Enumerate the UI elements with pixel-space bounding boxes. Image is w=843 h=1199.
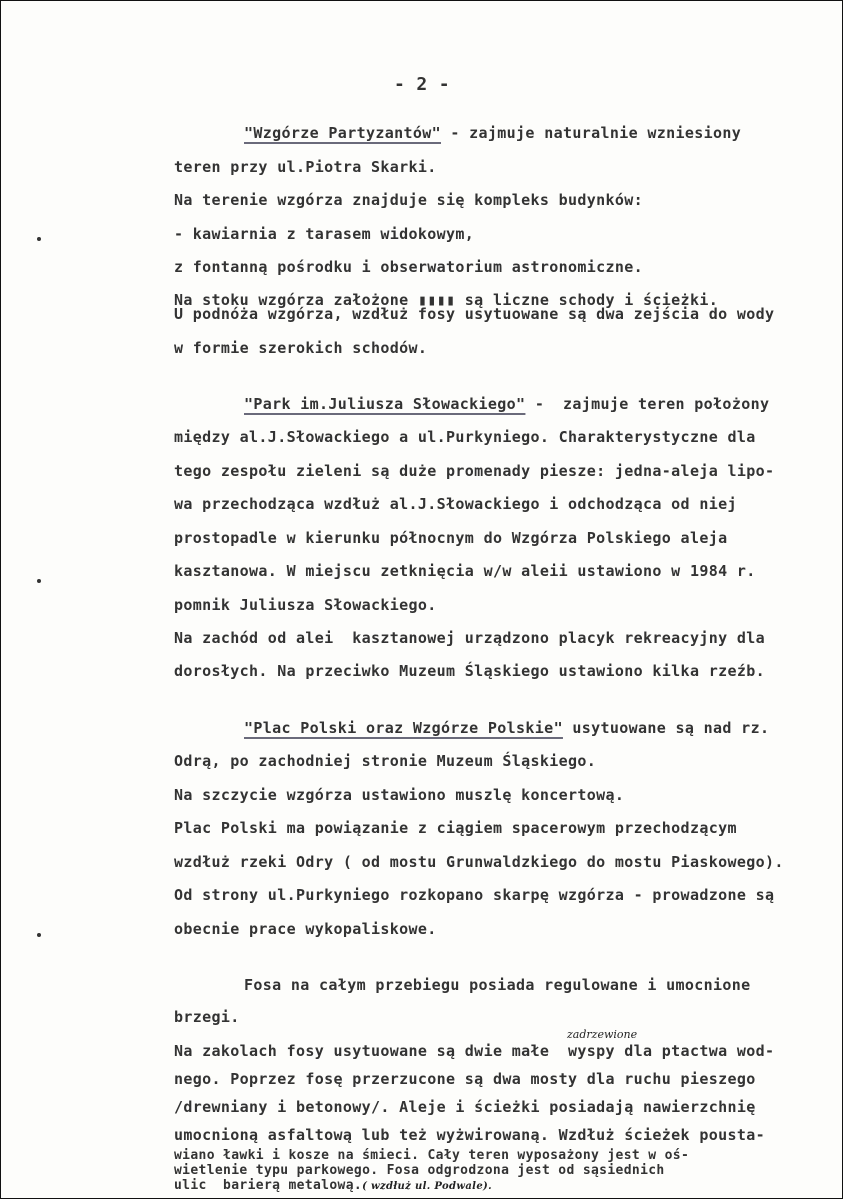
section-3-line: wzdłuż rzeki Odry ( od mostu Grunwaldzkiego do mostu Piaskowego).: [174, 853, 784, 871]
section-1-line: Na stoku wzgórza założone ▮▮▮▮ są liczne schody i ścieżki.: [174, 291, 719, 309]
section-2-line-1: [244, 394, 769, 414]
section-1-line-1: [244, 123, 741, 143]
section-3-line: Plac Polski ma powiązanie z ciągiem spacerowym przechodzącym: [174, 819, 737, 837]
section-3-line: Od strony ul.Purkyniego rozkopano skarpę wzgórza - prowadzone są: [174, 886, 775, 904]
section-1-line: U podnóża wzgórza, wzdłuż fosy usytuowane są dwa zejścia do wody: [174, 305, 775, 323]
line-text: - zajmuje naturalnie wzniesiony: [441, 124, 742, 142]
section-2-line: dorosłych. Na przeciwko Muzeum Śląskiego ustawiono kilka rzeźb.: [174, 662, 765, 680]
handwritten-note: ( wzdłuż ul. Podwale).: [362, 1181, 492, 1192]
section-2-line: prostopadle w kierunku północnym do Wzgórza Polskiego aleja: [174, 529, 728, 547]
section-1-line: z fontanną pośrodku i obserwatorium astronomiczne.: [174, 258, 644, 276]
section-3-line-1: [244, 718, 769, 738]
section-3-line: obecnie prace wykopaliskowe.: [174, 920, 437, 938]
section-4-line: /drewniany i betonowy/. Aleje i ścieżki posiadają nawierzchnię: [174, 1098, 756, 1116]
section-heading: "Park im.Juliusza Słowackiego": [244, 395, 526, 413]
section-1-line: - kawiarnia z tarasem widokowym,: [174, 225, 475, 243]
section-4-line: Fosa na całym przebiegu posiada regulowane i umocnione: [244, 976, 751, 994]
section-heading: "Wzgórze Partyzantów": [244, 124, 441, 142]
section-2-line: wa przechodząca wzdłuż al.J.Słowackiego i odchodząca od niej: [174, 495, 737, 513]
section-2-line: między al.J.Słowackiego a ul.Purkyniego. Charakterystyczne dla: [174, 428, 756, 446]
page-number: - 2 -: [394, 74, 450, 95]
section-3-line: Na szczycie wzgórza ustawiono muszlę koncertową.: [174, 786, 625, 804]
section-2-line: tego zespołu zieleni są duże promenady piesze: jedna-aleja lipo-: [174, 462, 775, 480]
margin-mark: [37, 579, 41, 583]
section-1-line: teren przy ul.Piotra Skarki.: [174, 158, 437, 176]
section-1-line: w formie szerokich schodów.: [174, 339, 428, 357]
section-4-line: Na zakolach fosy usytuowane są dwie małe wyspy dla ptactwa wod-: [174, 1042, 775, 1060]
section-4-line: wiano ławki i kosze na śmieci. Cały teren wyposażony jest w oś-: [174, 1148, 690, 1163]
section-4-line: brzegi.: [174, 1008, 240, 1026]
section-4-line: umocnioną asfaltową lub też wyżwirowaną. Wzdłuż ścieżek pousta-: [174, 1126, 765, 1144]
section-2-line: kasztanowa. W miejscu zetknięcia w/w aleii ustawiono w 1984 r.: [174, 562, 756, 580]
margin-mark: [37, 933, 41, 937]
line-text: usytuowane są nad rz.: [562, 719, 770, 737]
line-text: - zajmuje teren położony: [525, 395, 770, 413]
section-2-line: Na zachód od alei kasztanowej urządzono placyk rekreacyjny dla: [174, 629, 765, 647]
section-3-line: Odrą, po zachodniej stronie Muzeum Śląskiego.: [174, 752, 597, 770]
section-1-line: Na terenie wzgórza znajduje się kompleks budynków:: [174, 191, 644, 209]
margin-mark: [37, 237, 41, 241]
section-4-line: wietlenie typu parkowego. Fosa odgrodzona jest od sąsiednich: [174, 1163, 665, 1178]
section-4-line: ulic barierą metalową.( wzdłuż ul. Podwale).: [174, 1178, 492, 1193]
section-4-line: nego. Poprzez fosę przerzucone są dwa mosty dla ruchu pieszego: [174, 1070, 756, 1088]
handwritten-insertion: zadrzewione: [567, 1028, 638, 1041]
section-heading: "Plac Polski oraz Wzgórze Polskie": [244, 719, 563, 737]
section-2-line: pomnik Juliusza Słowackiego.: [174, 596, 437, 614]
